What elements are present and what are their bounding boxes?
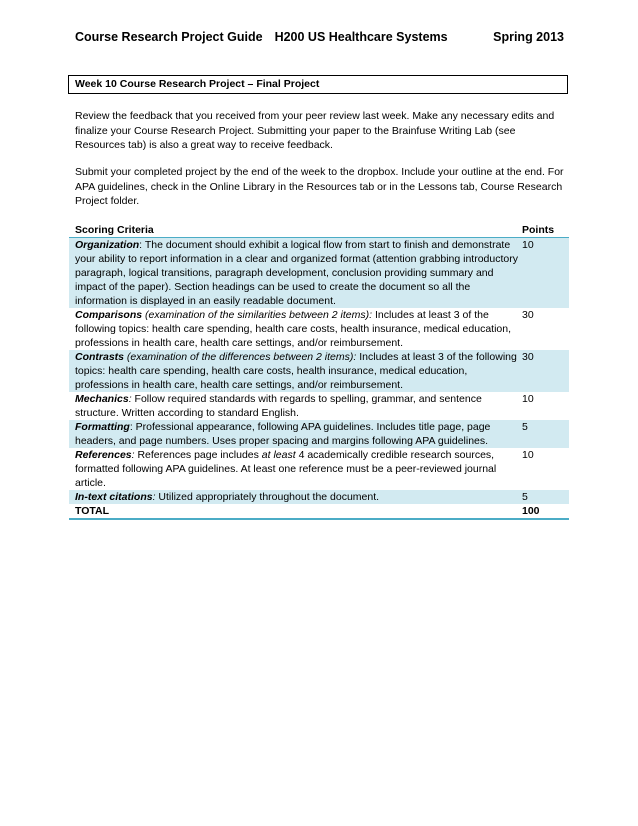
- criteria-description: Includes at least 3 of the following topics: health care spending, health care costs, health insurance, medical education, professions in health care, health care settings, and/or reimbursement.: [75, 309, 512, 349]
- criteria-description: The document should exhibit a logical flow from start to finish and demonstrate your ability to report information in a clear and organized format (attention grabbing introductory paragraph, logical transitions, paragraph development, conclusion providing summary and impact of the paper). Section headings can be used to create the document so all the information is displayed in an easily readable document.: [75, 239, 518, 307]
- table-row: [69, 308, 569, 350]
- instructions-paragraph-1: [75, 109, 567, 153]
- paragraph-text: Submit your completed project by the end of the week to the dropbox. Include your outline at the end. For APA guidelines, check in the Online Library in the Resources tab or in the Lessons tab, Course Research Project folder.: [75, 166, 564, 207]
- criteria-cell: [69, 490, 518, 504]
- table-row: [69, 392, 569, 420]
- page-header: [75, 30, 564, 44]
- emphasis-text: at least: [261, 449, 296, 461]
- table-row: [69, 420, 569, 448]
- points-cell: 10: [522, 449, 534, 461]
- criteria-name: Contrasts: [75, 351, 125, 363]
- criteria-cell: [69, 350, 518, 392]
- criteria-qualifier: :: [152, 491, 156, 503]
- table-header-row: [69, 222, 569, 238]
- guide-title: Course Research Project Guide: [75, 30, 263, 44]
- criteria-name: Mechanics: [75, 393, 129, 405]
- week-title-box: Week 10 Course Research Project – Final Project: [68, 75, 568, 94]
- criteria-qualifier: (examination of the similarities between 2 items):: [142, 309, 373, 321]
- criteria-name: Formatting: [75, 421, 130, 433]
- criteria-name: References: [75, 449, 132, 461]
- criteria-qualifier: (examination of the differences between 2 items):: [124, 351, 357, 363]
- criteria-cell: [69, 392, 518, 420]
- paragraph-text: Review the feedback that you received from your peer review last week. Make any necessary edits and finalize your Course Research Project. Submitting your paper to the Brainfuse Writing Lab (see Resources tab) is also a great way to receive feedback.: [75, 110, 555, 151]
- column-header-points: Points: [522, 224, 555, 236]
- header-left: [75, 30, 448, 44]
- table-total-row: [69, 504, 569, 520]
- criteria-cell: References: References page includes at least 4 academically credible research sources, formatted following APA guidelines. At least one reference must be a peer-reviewed journal article.: [75, 449, 497, 489]
- total-points: 100: [522, 505, 540, 517]
- criteria-qualifier: :: [128, 393, 132, 405]
- term-label: Spring 2013: [493, 30, 564, 44]
- points-cell: 10: [522, 393, 534, 405]
- points-cell: 5: [522, 491, 528, 503]
- points-cell: 10: [522, 239, 534, 251]
- table-row: [69, 238, 569, 308]
- course-title: H200 US Healthcare Systems: [274, 30, 448, 44]
- criteria-name: In-text citations: [75, 491, 153, 503]
- criteria-cell: Organization: The document should exhibit a logical flow from start to finish and demonstrate your ability to report information in a clear and organized format (attention grabbing introductory paragraph, logical transitions, paragraph development, conclusion providing summary and impact of the paper). Section headings can be used to create the document so all the information is displayed in an easily readable document.: [75, 239, 518, 307]
- points-cell: 5: [522, 421, 528, 433]
- table-row: [69, 448, 569, 490]
- column-header-criteria: Scoring Criteria: [75, 224, 154, 236]
- criteria-description: Professional appearance, following APA guidelines. Includes title page, page headers, and page numbers. Uses proper spacing and margins following APA guidelines.: [75, 421, 491, 447]
- total-label: TOTAL: [75, 505, 110, 517]
- instructions-paragraph-2: [75, 165, 567, 209]
- points-cell: 30: [522, 351, 534, 363]
- criteria-name: Organization: [75, 239, 140, 251]
- table-row: [69, 350, 569, 392]
- scoring-table: [69, 222, 569, 520]
- criteria-description: 4 academically credible research sources, formatted following APA guidelines. At least one reference must be a peer-reviewed journal article.: [75, 449, 497, 489]
- criteria-description: Includes at least 3 of the following topics: health care spending, health care costs, health insurance, medical education, professions in health care, health care settings, and/or reimbursement.: [75, 351, 517, 391]
- criteria-cell: [69, 308, 518, 350]
- criteria-cell: Formatting: Professional appearance, following APA guidelines. Includes title page, page headers, and page numbers. Uses proper spacing and margins following APA guidelines.: [75, 421, 491, 447]
- table-row: [69, 490, 569, 504]
- criteria-name: Comparisons: [75, 309, 143, 321]
- points-cell: 30: [522, 309, 534, 321]
- criteria-description: Utilized appropriately throughout the document.: [155, 491, 380, 503]
- criteria-qualifier: :: [131, 449, 135, 461]
- criteria-description: Follow required standards with regards to spelling, grammar, and sentence structure. Written according to standard English.: [75, 393, 482, 419]
